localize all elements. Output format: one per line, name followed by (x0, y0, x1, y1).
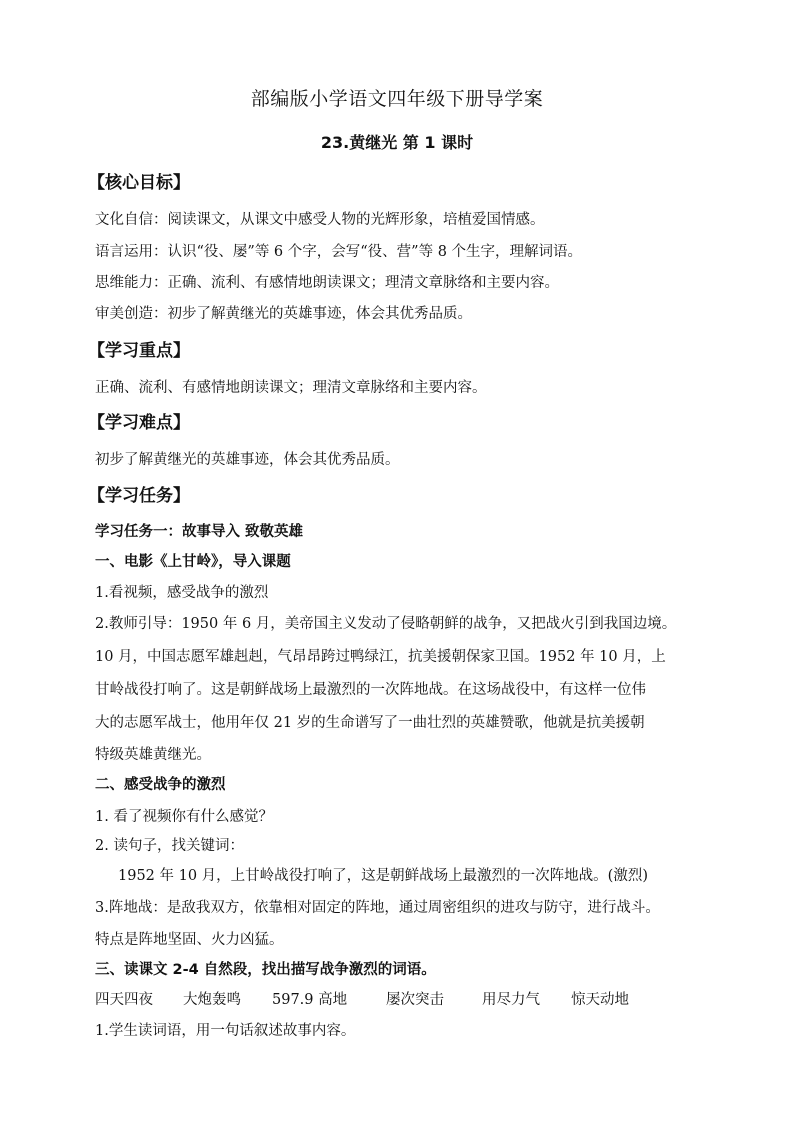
section-heading-key-points: 【学习重点】 (88, 341, 190, 361)
part-title: 二、感受战争的激烈 (95, 777, 226, 793)
lesson-subtitle: 23.黄继光 第 1 课时 (320, 133, 474, 152)
document-title: 部编版小学语文四年级下册导学案 (250, 88, 544, 110)
word-item: 四天四夜 (95, 992, 153, 1008)
body-line: 特点是阵地坚固、火力凶猛。 (95, 932, 284, 948)
goal-line: 审美创造：初步了解黄继光的英雄事迹，体会其优秀品质。 (95, 306, 472, 322)
quote-line: 1952 年 10 月，上甘岭战役打响了，这是朝鲜战场上最激烈的一次阵地战。(激烈) (118, 868, 648, 884)
difficulty-line: 初步了解黄继光的英雄事迹，体会其优秀品质。 (95, 452, 400, 468)
word-item: 惊天动地 (571, 992, 629, 1008)
word-item: 597.9 高地 (272, 992, 348, 1008)
word-item: 屡次突击 (386, 992, 444, 1008)
section-heading-tasks: 【学习任务】 (88, 486, 190, 506)
body-line: 3.阵地战：是敌我双方，依靠相对固定的阵地，通过周密组织的进攻与防守，进行战斗。 (95, 900, 660, 916)
goal-line: 文化自信：阅读课文，从课文中感受人物的光辉形象，培植爱国情感。 (95, 212, 545, 228)
goal-line: 语言运用：认识“役、屡”等 6 个字，会写“役、营”等 8 个生字，理解词语。 (95, 244, 583, 260)
body-line: 甘岭战役打响了。这是朝鲜战场上最激烈的一次阵地战。在这场战役中，有这样一位伟 (95, 682, 646, 698)
body-line: 1. 看了视频你有什么感觉？ (95, 809, 273, 825)
body-line: 1.看视频，感受战争的激烈 (95, 585, 269, 601)
section-heading-core-goals: 【核心目标】 (88, 173, 190, 193)
part-title: 一、电影《上甘岭》，导入课题 (95, 554, 291, 570)
goal-line: 思维能力：正确、流利、有感情地朗读课文；理清文章脉络和主要内容。 (95, 275, 559, 291)
word-item: 大炮轰鸣 (183, 992, 241, 1008)
section-heading-difficulties: 【学习难点】 (88, 413, 190, 433)
body-line: 特级英雄黄继光。 (95, 747, 211, 763)
task-title: 学习任务一：故事导入 致敬英雄 (95, 524, 304, 540)
body-line: 大的志愿军战士，他用年仅 21 岁的生命谱写了一曲壮烈的英雄赞歌，他就是抗美援朝 (95, 715, 645, 731)
word-item: 用尽力气 (482, 992, 540, 1008)
body-line: 1.学生读词语，用一句话叙述故事内容。 (95, 1023, 356, 1039)
body-line: 2.教师引导：1950 年 6 月，美帝国主义发动了侵略朝鲜的战争，又把战火引到我国边境。 (95, 616, 677, 632)
body-line: 10 月，中国志愿军雄赳赳，气昂昂跨过鸭绿江，抗美援朝保家卫国。1952 年 10 月，上 (95, 649, 666, 665)
part-title: 三、读课文 2-4 自然段，找出描写战争激烈的词语。 (95, 962, 436, 978)
body-line: 2. 读句子，找关键词： (95, 838, 244, 854)
key-point-line: 正确、流利、有感情地朗读课文；理清文章脉络和主要内容。 (95, 380, 487, 396)
